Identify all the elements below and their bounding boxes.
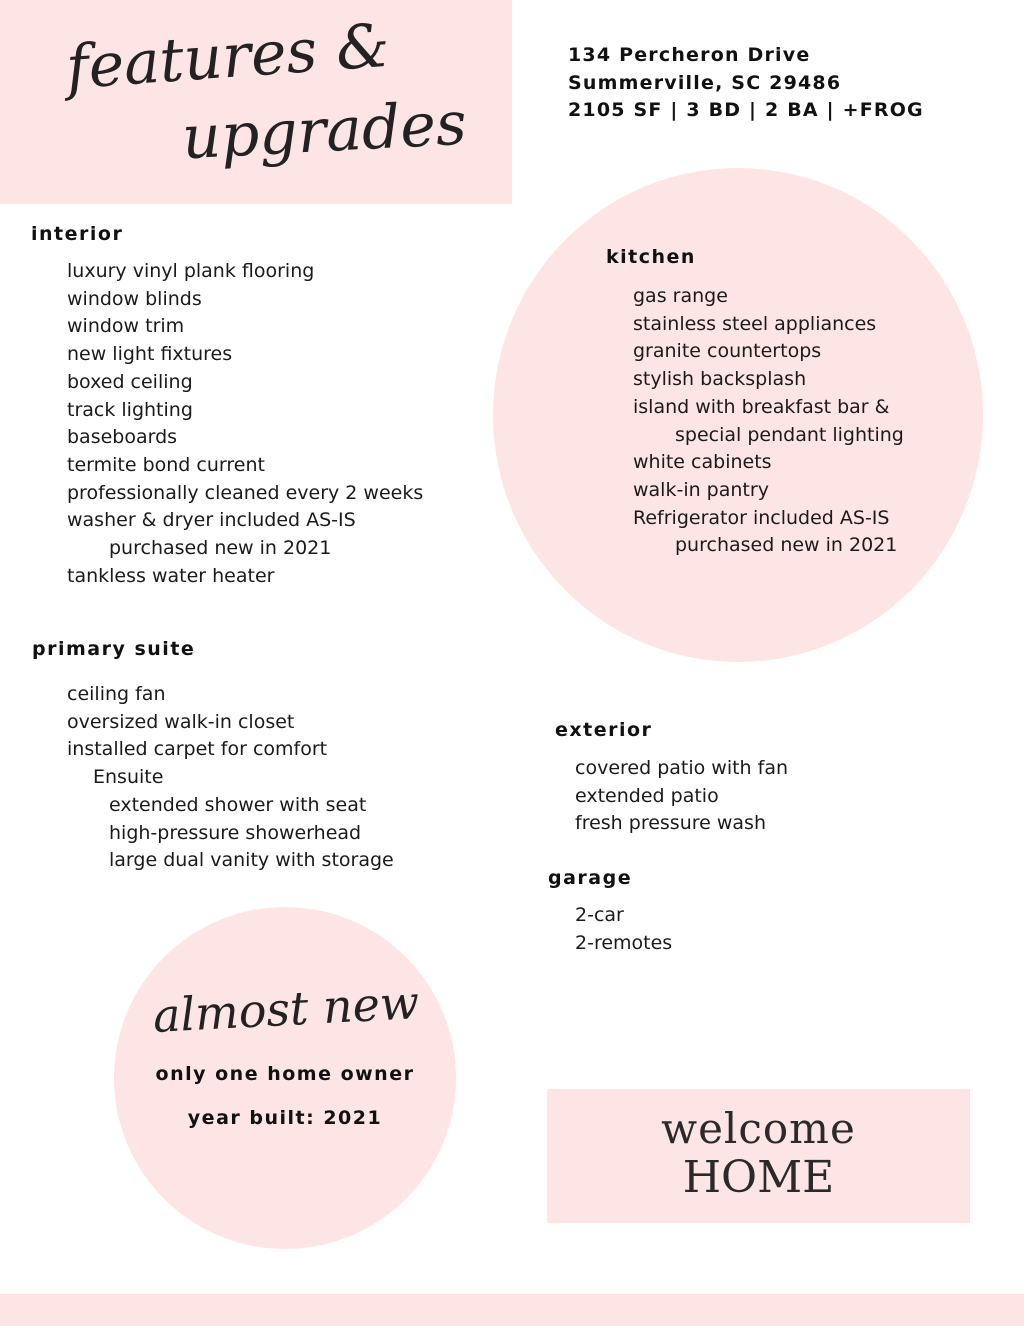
list-item: track lighting <box>67 398 193 421</box>
list-subheading: Ensuite <box>93 766 164 789</box>
address-block <box>568 42 924 125</box>
page-title-line2: upgrades <box>180 88 469 174</box>
interior-list <box>67 258 423 590</box>
primary-suite-list <box>67 681 394 875</box>
list-item: termite bond current <box>67 453 265 476</box>
footer-strip <box>0 1294 1024 1326</box>
welcome-box <box>547 1089 970 1223</box>
list-item: ceiling fan <box>67 683 166 705</box>
list-item: extended patio <box>575 784 719 807</box>
exterior-list <box>575 755 788 838</box>
list-item: covered patio with fan <box>575 757 789 779</box>
list-item: window trim <box>67 315 185 338</box>
list-item: gas range <box>633 285 728 307</box>
year-built: year built: 2021 <box>187 1107 383 1129</box>
list-item: installed carpet for comfort <box>67 738 328 761</box>
kitchen-heading: kitchen <box>606 246 696 268</box>
list-item: Refrigerator included AS-IS <box>633 506 890 529</box>
list-item: island with breakfast bar & <box>633 395 890 418</box>
list-item: baseboards <box>67 426 178 449</box>
list-item: fresh pressure wash <box>575 812 766 835</box>
property-specs: 2105 SF | 3 BD | 2 BA | +FROG <box>568 99 924 121</box>
list-item: stylish backsplash <box>633 368 807 391</box>
garage-list <box>575 902 672 957</box>
list-item: window blinds <box>67 287 202 310</box>
welcome-line: welcome <box>661 1104 856 1153</box>
list-item: luxury vinyl plank flooring <box>67 260 315 282</box>
home-line: HOME <box>682 1152 835 1203</box>
list-item: washer & dryer included AS-IS <box>67 509 356 532</box>
title-block <box>0 0 512 204</box>
primary-suite-heading: primary suite <box>32 638 196 660</box>
list-item: boxed ceiling <box>67 370 193 393</box>
list-item: stainless steel appliances <box>633 312 877 335</box>
exterior-heading: exterior <box>555 719 653 741</box>
interior-heading: interior <box>31 223 124 245</box>
list-subitem: high-pressure showerhead <box>109 821 362 844</box>
list-subitem: special pendant lighting <box>675 423 904 446</box>
kitchen-list <box>633 283 904 560</box>
list-subitem: large dual vanity with storage <box>109 849 394 872</box>
list-subitem: purchased new in 2021 <box>109 537 332 560</box>
almost-new-script: almost new <box>151 975 421 1043</box>
address-city: Summerville, SC 29486 <box>568 71 842 94</box>
list-subitem: purchased new in 2021 <box>675 534 898 557</box>
page-title-line1: features & <box>63 10 392 104</box>
garage-heading: garage <box>548 867 633 889</box>
list-item: oversized walk-in closet <box>67 710 295 733</box>
list-item: professionally cleaned every 2 weeks <box>67 481 424 504</box>
list-item: 2-remotes <box>575 931 673 954</box>
list-item: new light fixtures <box>67 343 233 366</box>
address-street: 134 Percheron Drive <box>568 44 811 66</box>
list-subitem: extended shower with seat <box>109 793 367 816</box>
list-item: tankless water heater <box>67 564 275 587</box>
list-item: 2-car <box>575 904 624 926</box>
owner-note: only one home owner <box>155 1063 415 1085</box>
list-item: walk-in pantry <box>633 478 769 501</box>
list-item: white cabinets <box>633 451 772 474</box>
list-item: granite countertops <box>633 340 822 363</box>
